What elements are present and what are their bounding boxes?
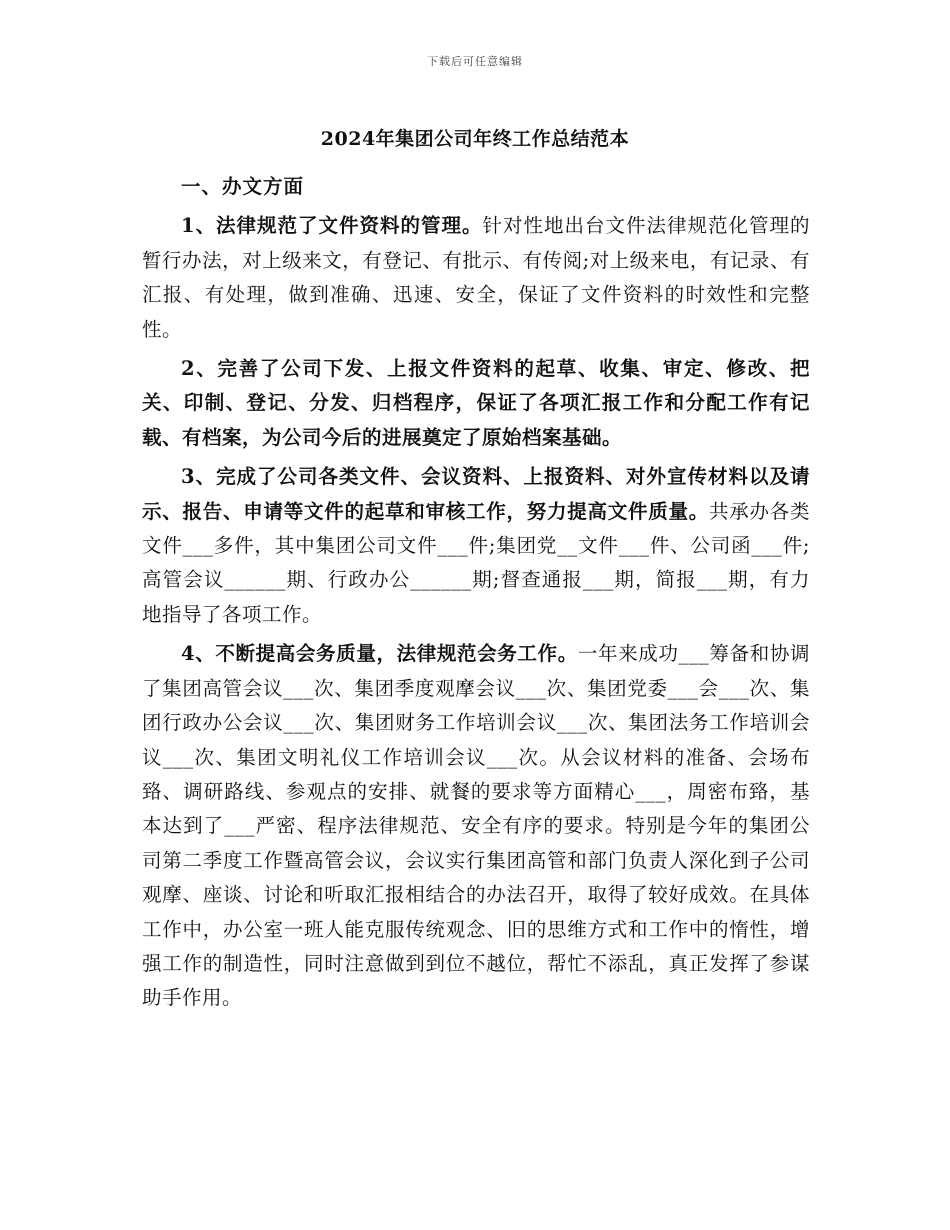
paragraph-3-lead: 3、完成了公司各类文件、会议资料、上报资料、对外宣传材料以及请示、报告、申请等文件的起草和审核工作，努力提高文件质量。	[142, 465, 810, 523]
paragraph-2	[142, 352, 810, 455]
paragraph-1-lead: 1、法律规范了文件资料的管理。	[181, 214, 483, 238]
paragraph-1	[142, 209, 810, 347]
paragraph-3-body: 共承办各类文件___多件，其中集团公司文件___件;集团党__文件___件、公司函___件;高管会议______期、行政办公______期;督查通报___期，简报___期，有力地指导了各项工作。	[142, 499, 810, 626]
paragraph-4	[142, 637, 810, 1015]
paragraph-1-body: 针对性地出台文件法律规范化管理的暂行办法，对上级来文，有登记、有批示、有传阅;对上级来电，有记录、有汇报、有处理，做到准确、迅速、安全，保证了文件资料的时效性和完整性。	[142, 214, 810, 341]
document-title: 2024年集团公司年终工作总结范本	[320, 128, 630, 150]
document-body	[142, 170, 810, 1016]
header-note: 下载后可任意编辑	[427, 55, 523, 68]
paragraph-4-body: 一年来成功___筹备和协调了集团高管会议___次、集团季度观摩会议___次、集团党委___会___次、集团行政办公会议___次、集团财务工作培训会议___次、集团法务工作培训会议___次、集团文明礼仪工作培训会议___次。从会议材料的准备、会场布臵、调研路线、参观点的安排、就餐的要求等方面精心___，周密布臵，基本达到了___严密、程序法律规范、安全有序的要求。特别是今年的集团公司第二季度工作暨高管会议，会议实行集团高管和部门负责人深化到子公司观摩、座谈、讨论和听取汇报相结合的办法召开，取得了较好成效。在具体工作中，办公室一班人能克服传统观念、旧的思维方式和工作中的惰性，增强工作的制造性，同时注意做到到位不越位，帮忙不添乱，真正发挥了参谋助手作用。	[142, 642, 810, 1010]
section-heading: 一、办文方面	[181, 175, 305, 198]
paragraph-2-lead: 2、完善了公司下发、上报文件资料的起草、收集、审定、修改、把关、印制、登记、分发、归档程序，保证了各项汇报工作和分配工作有记载、有档案，为公司今后的进展奠定了原始档案基础。	[142, 357, 810, 449]
paragraph-4-lead: 4、不断提高会务质量，法律规范会务工作。	[181, 642, 578, 666]
paragraph-3	[142, 460, 810, 632]
